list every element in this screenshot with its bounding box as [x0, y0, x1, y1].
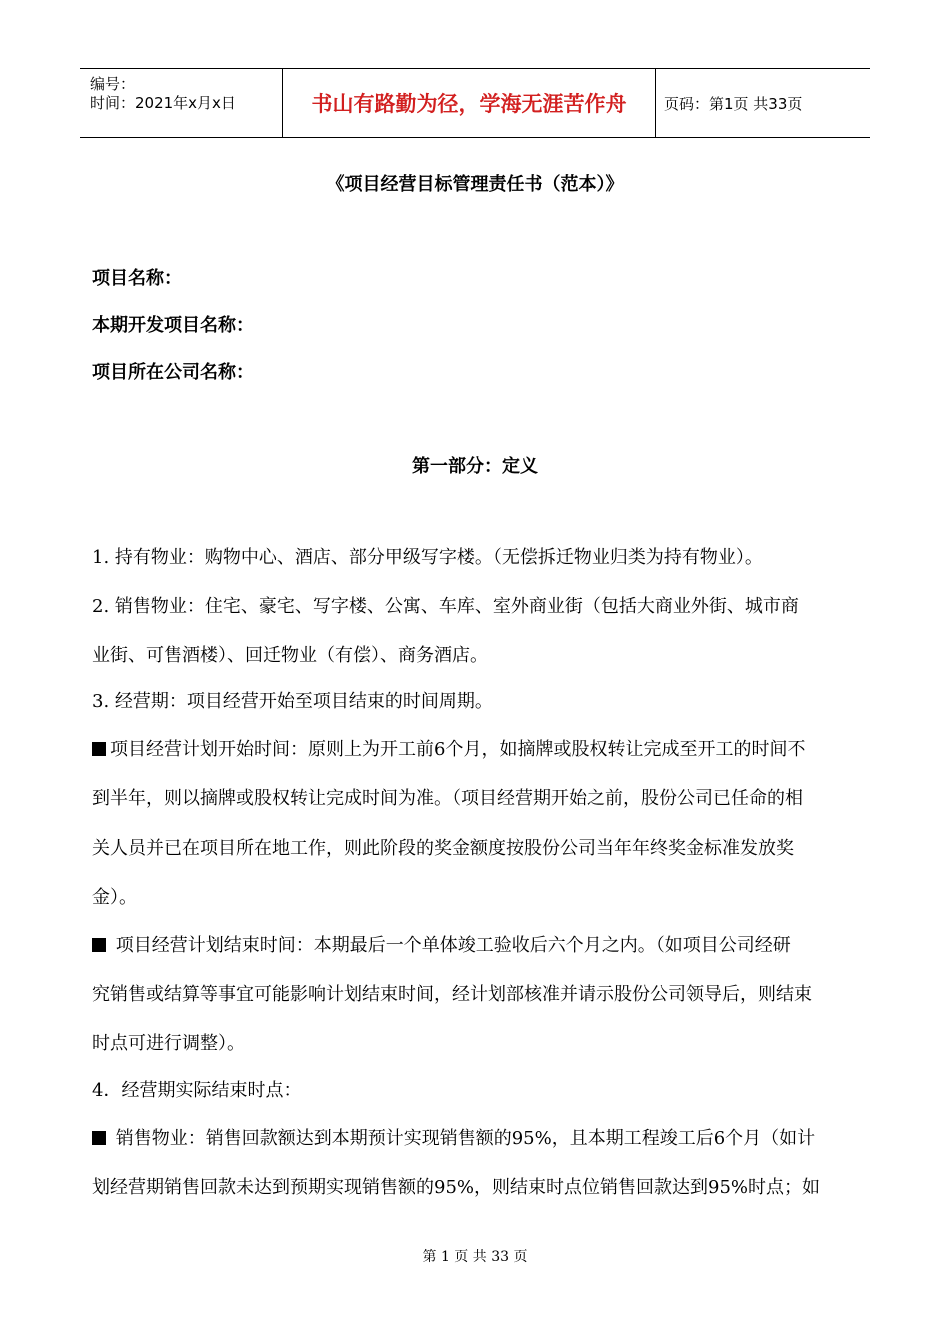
time-label: 时间：2021年x月x日 [90, 94, 236, 112]
body-line: 究销售或结算等事宜可能影响计划结束时间，经计划部核准并请示股份公司领导后，则结束 [92, 984, 812, 1005]
header-page-info: 页码：第1页 共33页 [664, 94, 803, 113]
page-footer: 第 1 页 共 33 页 [422, 1249, 528, 1265]
body-line: 到半年，则以摘牌或股权转让完成时间为准。（项目经营期开始之前，股份公司已任命的相 [92, 788, 803, 809]
body-line-bullet [92, 735, 805, 761]
body-line: 1. 持有物业：购物中心、酒店、部分甲级写字楼。（无偿拆迁物业归类为持有物业）。 [92, 547, 763, 568]
header-table [80, 68, 870, 138]
document-title: 《项目经营目标管理责任书（范本）》 [326, 174, 624, 195]
square-bullet-icon [92, 1131, 106, 1145]
body-line: 关人员并已在项目所在地工作，则此阶段的奖金额度按股份公司当年年终奖金标准发放奖 [92, 838, 794, 859]
body-line: 业街、可售酒楼）、回迁物业（有偿）、商务酒店。 [92, 645, 488, 666]
body-line-bullet [92, 931, 791, 957]
body-line: 4．经营期实际结束时点： [92, 1080, 302, 1101]
field-project-name: 项目名称： [92, 268, 182, 289]
body-line: 金）。 [92, 887, 137, 908]
number-label: 编号： [90, 75, 136, 93]
square-bullet-icon [92, 938, 106, 952]
field-phase-project-name: 本期开发项目名称： [92, 315, 254, 336]
header-motto: 书山有路勤为径，学海无涯苦作舟 [283, 69, 656, 137]
body-line-bullet [92, 1124, 815, 1150]
body-line: 3. 经营期：项目经营开始至项目结束的时间周期。 [92, 691, 493, 712]
field-company-name: 项目所在公司名称： [92, 362, 254, 383]
body-line: 时点可进行调整）。 [92, 1033, 245, 1054]
body-line-text: 销售物业：销售回款额达到本期预计实现销售额的95%，且本期工程竣工后6个月（如计 [110, 1128, 816, 1149]
body-line-text: 项目经营计划开始时间：原则上为开工前6个月，如摘牌或股权转让完成至开工的时间不 [110, 739, 806, 760]
body-line: 2. 销售物业：住宅、豪宅、写字楼、公寓、车库、室外商业街（包括大商业外街、城市商 [92, 596, 799, 617]
body-line-text: 项目经营计划结束时间：本期最后一个单体竣工验收后六个月之内。（如项目公司经研 [110, 935, 791, 956]
section-title: 第一部分：定义 [412, 456, 538, 477]
body-line: 划经营期销售回款未达到预期实现销售额的95%，则结束时点位销售回款达到95%时点；如 [92, 1177, 821, 1198]
header-left-cell [80, 69, 283, 137]
square-bullet-icon [92, 742, 106, 756]
